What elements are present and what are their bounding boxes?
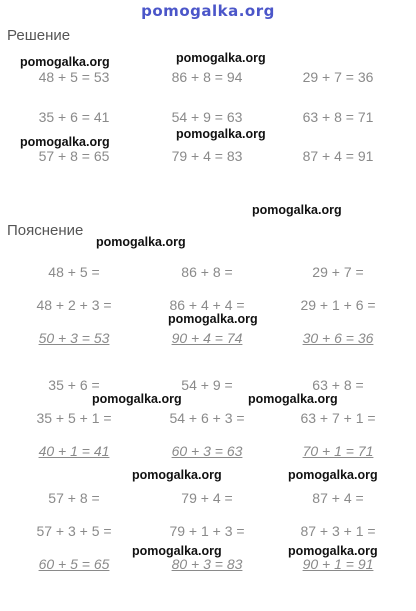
explanation-equation: 57 + 8 = xyxy=(48,490,100,506)
explanation-equation: 54 + 9 = xyxy=(181,377,233,393)
explanation-answer: 70 + 1 = 71 xyxy=(302,443,374,459)
watermark: pomogalka.org xyxy=(176,127,266,141)
explanation-answer: 50 + 3 = 53 xyxy=(38,330,110,346)
watermark: pomogalka.org xyxy=(288,544,378,558)
explanation-equation: 57 + 3 + 5 = xyxy=(36,523,112,539)
explanation-answer: 40 + 1 = 41 xyxy=(38,443,110,459)
explanation-equation: 86 + 4 + 4 = xyxy=(169,297,245,313)
explanation-answer: 90 + 1 = 91 xyxy=(302,556,374,572)
watermark: pomogalka.org xyxy=(132,544,222,558)
solution-equation: 57 + 8 = 65 xyxy=(38,148,110,164)
site-title: pomogalka.org xyxy=(141,2,275,20)
explanation-equation: 79 + 1 + 3 = xyxy=(169,523,245,539)
explanation-equation: 79 + 4 = xyxy=(181,490,233,506)
watermark: pomogalka.org xyxy=(248,392,338,406)
explanation-equation: 63 + 7 + 1 = xyxy=(300,410,376,426)
explanation-equation: 29 + 7 = xyxy=(312,264,364,280)
explanation-answer: 60 + 3 = 63 xyxy=(171,443,243,459)
explanation-equation: 35 + 5 + 1 = xyxy=(36,410,112,426)
solution-equation: 63 + 8 = 71 xyxy=(302,109,374,125)
solution-equation: 87 + 4 = 91 xyxy=(302,148,374,164)
watermark: pomogalka.org xyxy=(288,468,378,482)
solution-equation: 86 + 8 = 94 xyxy=(171,69,243,85)
explanation-equation: 87 + 4 = xyxy=(312,490,364,506)
watermark: pomogalka.org xyxy=(168,312,258,326)
solution-equation: 35 + 6 = 41 xyxy=(38,109,110,125)
solution-heading: Решение xyxy=(7,27,71,44)
solution-equation: 48 + 5 = 53 xyxy=(38,69,110,85)
explanation-equation: 29 + 1 + 6 = xyxy=(300,297,376,313)
solution-equation: 29 + 7 = 36 xyxy=(302,69,374,85)
watermark: pomogalka.org xyxy=(132,468,222,482)
watermark: pomogalka.org xyxy=(92,392,182,406)
watermark: pomogalka.org xyxy=(20,55,110,69)
explanation-equation: 63 + 8 = xyxy=(312,377,364,393)
solution-equation: 54 + 9 = 63 xyxy=(171,109,243,125)
explanation-equation: 86 + 8 = xyxy=(181,264,233,280)
explanation-answer: 60 + 5 = 65 xyxy=(38,556,110,572)
explanation-equation: 48 + 2 + 3 = xyxy=(36,297,112,313)
explanation-equation: 35 + 6 = xyxy=(48,377,100,393)
explanation-equation: 87 + 3 + 1 = xyxy=(300,523,376,539)
watermark: pomogalka.org xyxy=(176,51,266,65)
explanation-answer: 80 + 3 = 83 xyxy=(171,556,243,572)
solution-equation: 79 + 4 = 83 xyxy=(171,148,243,164)
explanation-equation: 48 + 5 = xyxy=(48,264,100,280)
explanation-answer: 30 + 6 = 36 xyxy=(302,330,374,346)
watermark: pomogalka.org xyxy=(20,135,110,149)
explanation-equation: 54 + 6 + 3 = xyxy=(169,410,245,426)
explanation-heading: Пояснение xyxy=(7,222,84,239)
explanation-answer: 90 + 4 = 74 xyxy=(171,330,243,346)
watermark: pomogalka.org xyxy=(96,235,186,249)
watermark: pomogalka.org xyxy=(252,203,342,217)
